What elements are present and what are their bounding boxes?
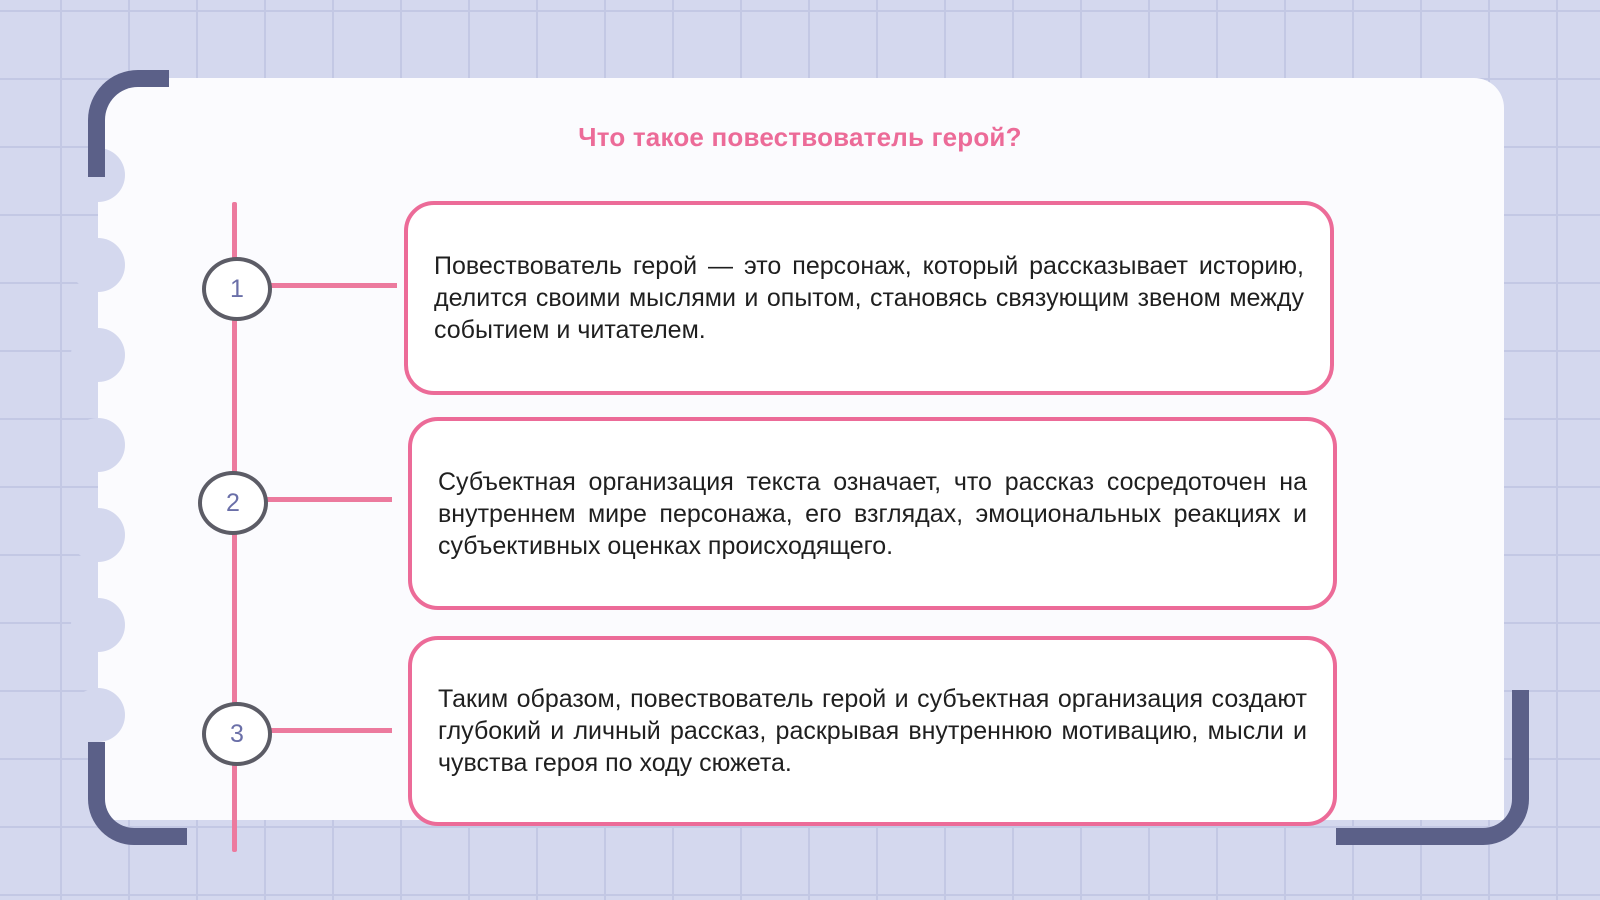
step-text-3: Таким образом, повествователь герой и субъектная организация создают глубокий и личный рассказ, раскрывая внутреннюю мотивацию, мысли и чувства героя по ходу сюжета. <box>438 685 1307 777</box>
scallop <box>71 688 125 742</box>
step-number-label: 2 <box>226 488 240 517</box>
slide-title: Что такое повествователь герой? <box>578 122 1022 152</box>
corner-bracket-top-left <box>88 70 169 177</box>
step-text-2: Субъектная организация текста означает, что рассказ сосредоточен на внутреннем мире персонажа, его взглядах, эмоциональных реакциях и субъективных оценках происходящего. <box>438 467 1307 560</box>
connector-line-1 <box>265 283 397 288</box>
connector-line-2 <box>262 497 392 502</box>
step-card-3 <box>408 636 1337 826</box>
step-number-1 <box>202 257 272 321</box>
step-card-2 <box>408 417 1337 610</box>
corner-bracket-bottom-left <box>88 742 187 845</box>
scallop <box>71 328 125 382</box>
step-number-label: 1 <box>230 274 244 303</box>
step-card-1 <box>404 201 1334 395</box>
step-number-3 <box>202 702 272 766</box>
step-number-2 <box>198 471 268 535</box>
scallop <box>71 238 125 292</box>
scallop <box>71 598 125 652</box>
step-text-1: Повествователь герой — это персонаж, который рассказывает историю, делится своими мыслями и опытом, становясь связующим звеном между событием и читателем. <box>434 252 1304 344</box>
scallop <box>71 508 125 562</box>
corner-bracket-bottom-right <box>1336 690 1529 845</box>
step-number-label: 3 <box>230 719 244 748</box>
scallop <box>71 418 125 472</box>
connector-line-3 <box>265 728 392 733</box>
